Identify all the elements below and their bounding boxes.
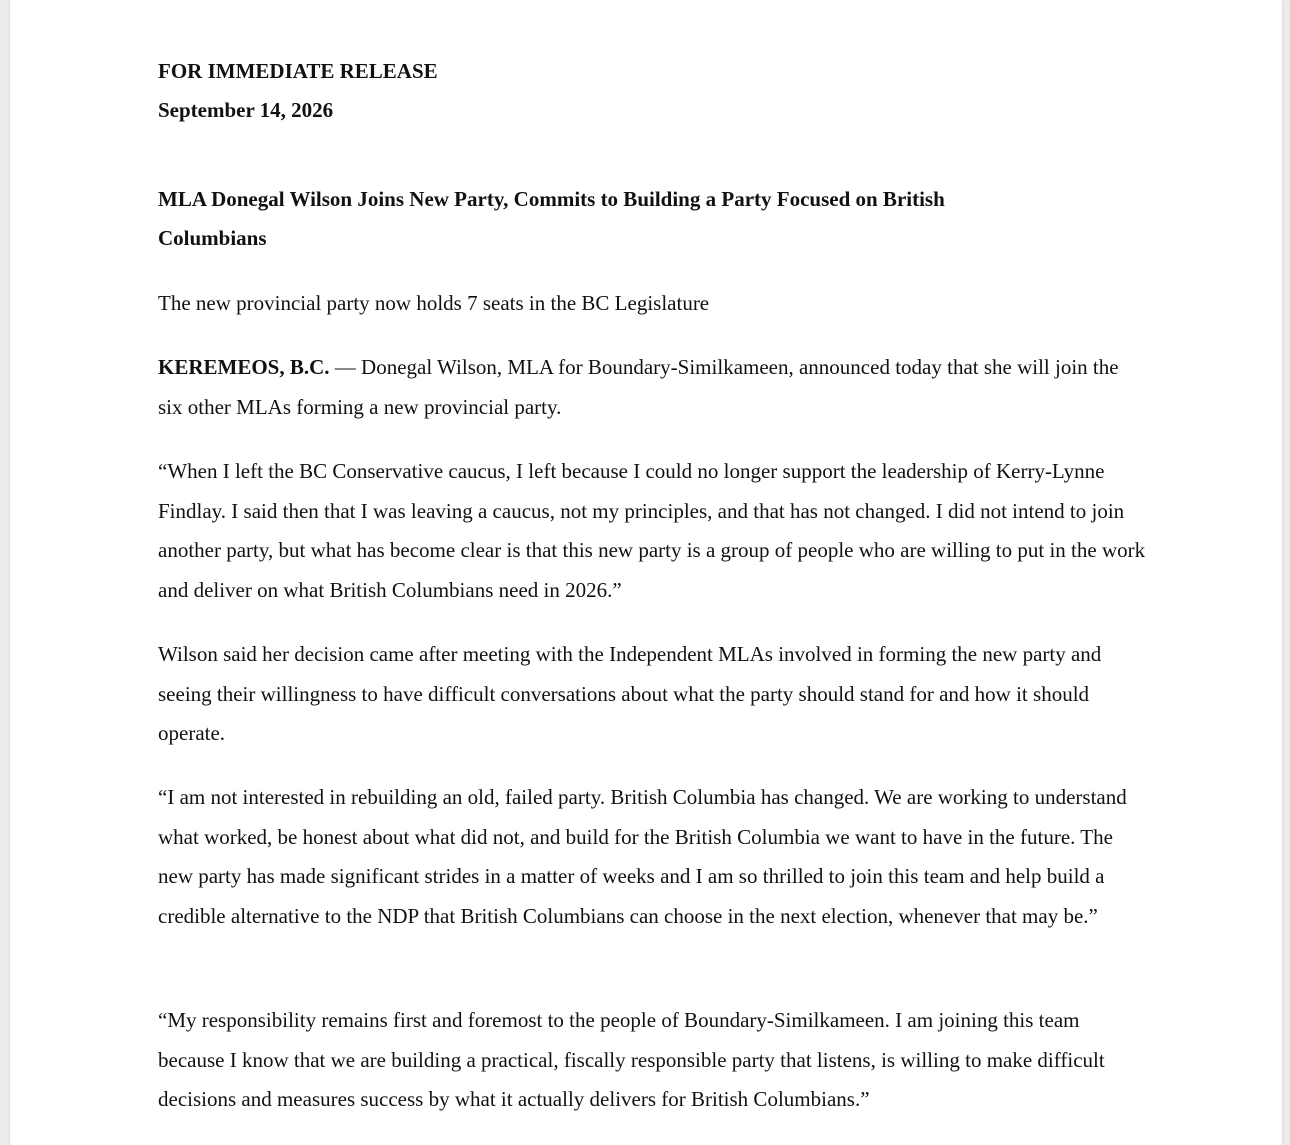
quote-paragraph-3: “I am not interested in rebuilding an old, failed party. British Columbia has changed. We are working to understand what worked, be honest about what did not, and build for the British Columbia we want to have in the future. The new party has made significant strides in a matter of weeks and I am so thrilled to join this team and help build a credible alternative to the NDP that British Columbians can choose in the next election, whenever that may be.” <box>158 785 1127 928</box>
release-date: September 14, 2026 <box>158 98 334 122</box>
dateline: KEREMEOS, B.C. <box>158 355 330 379</box>
lead-paragraph <box>158 348 1148 427</box>
quote-paragraph-4: “My responsibility remains first and foremost to the people of Boundary-Similkameen. I am joining this team because I know that we are building a practical, fiscally responsible party that listens, is willing to make difficult decisions and measures success by what it actually delivers for British Columbians.” <box>158 1008 1105 1111</box>
quote-paragraph-1: “When I left the BC Conservative caucus, I left because I could no longer support the leadership of Kerry-Lynne Findlay. I said then that I was leaving a caucus, not my principles, and that has not changed. I did not intend to join another party, but what has become clear is that this new party is a group of people who are willing to put in the work and deliver on what British Columbians need in 2026.” <box>158 459 1146 602</box>
lead-text: — Donegal Wilson, MLA for Boundary-Similkameen, announced today that she will join the six other MLAs forming a new provincial party. <box>158 355 1119 419</box>
release-label: FOR IMMEDIATE RELEASE <box>158 59 438 83</box>
headline: MLA Donegal Wilson Joins New Party, Commits to Building a Party Focused on British Columbians <box>158 187 945 250</box>
subheadline: The new provincial party now holds 7 seats in the BC Legislature <box>158 291 710 315</box>
paragraph-2: Wilson said her decision came after meeting with the Independent MLAs involved in forming the new party and seeing their willingness to have difficult conversations about what the party should stand for and how it should operate. <box>158 642 1102 745</box>
